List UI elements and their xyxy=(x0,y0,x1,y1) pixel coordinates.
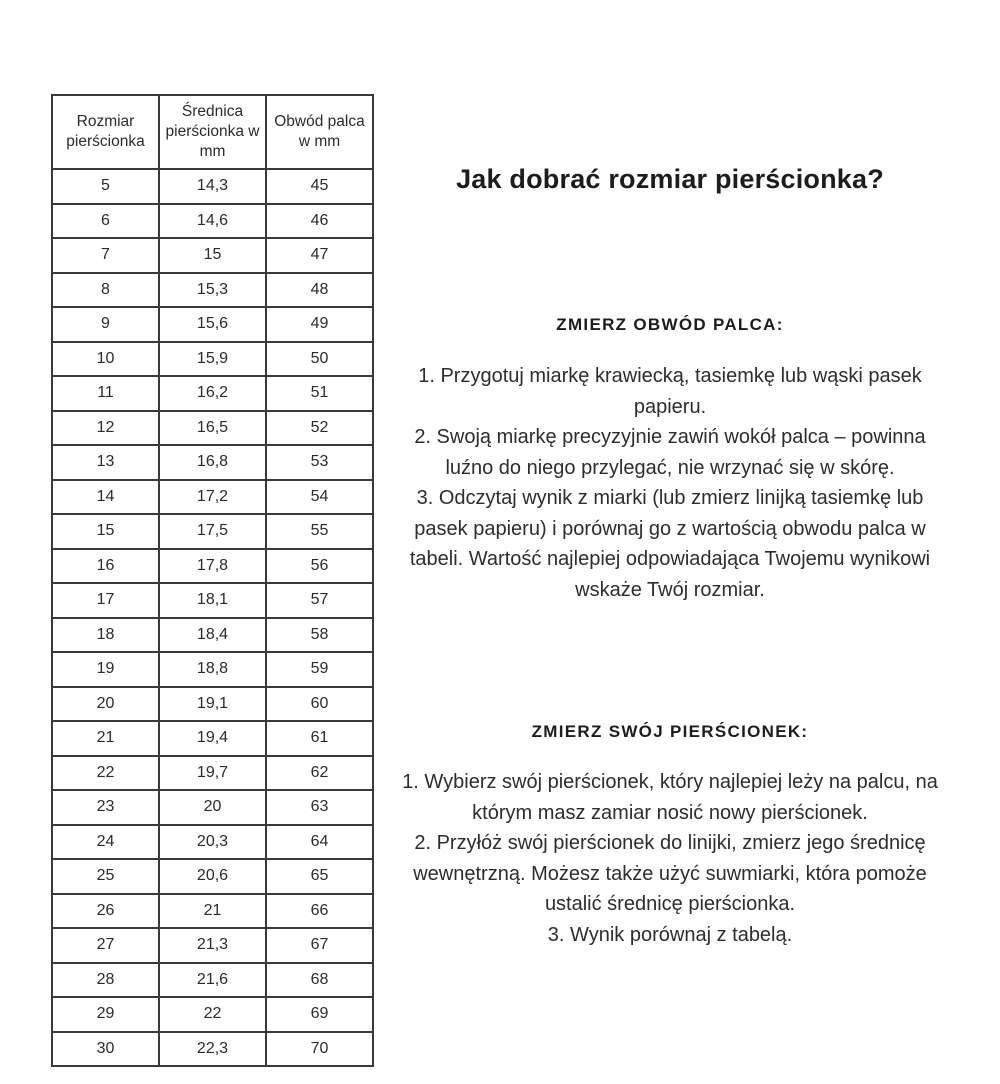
table-cell: 5 xyxy=(52,169,159,204)
table-cell: 23 xyxy=(52,790,159,825)
table-row xyxy=(52,618,373,653)
step-text: 1. Wybierz swój pierścionek, który najlepiej leży na palcu, na którym masz zamiar nosić nowy pierścionek. xyxy=(402,771,938,824)
table-cell: 54 xyxy=(266,480,373,515)
table-cell: 18,1 xyxy=(159,583,266,618)
table-cell: 61 xyxy=(266,721,373,756)
table-cell: 11 xyxy=(52,376,159,411)
table-cell: 52 xyxy=(266,411,373,446)
table-cell: 63 xyxy=(266,790,373,825)
table-cell: 70 xyxy=(266,1032,373,1067)
table-row xyxy=(52,342,373,377)
table-cell: 48 xyxy=(266,273,373,308)
table-cell: 46 xyxy=(266,204,373,239)
table-cell: 55 xyxy=(266,514,373,549)
section-heading: ZMIERZ OBWÓD PALCA: xyxy=(556,315,784,334)
table-cell: 66 xyxy=(266,894,373,929)
table-cell: 20,3 xyxy=(159,825,266,860)
table-cell: 15,6 xyxy=(159,307,266,342)
table-row xyxy=(52,273,373,308)
ring-size-table-header xyxy=(52,95,373,169)
table-column-header: Średnica pierścionka w mm xyxy=(159,95,266,169)
table-cell: 59 xyxy=(266,652,373,687)
table-cell: 14,3 xyxy=(159,169,266,204)
table-row xyxy=(52,963,373,998)
step-text: 3. Wynik porównaj z tabelą. xyxy=(547,923,793,946)
table-cell: 16,5 xyxy=(159,411,266,446)
table-cell: 21,6 xyxy=(159,963,266,998)
table-cell: 26 xyxy=(52,894,159,929)
table-cell: 49 xyxy=(266,307,373,342)
table-cell: 22 xyxy=(52,756,159,791)
section-steps xyxy=(393,361,947,605)
table-cell: 50 xyxy=(266,342,373,377)
table-cell: 20,6 xyxy=(159,859,266,894)
table-cell: 30 xyxy=(52,1032,159,1067)
step-text: 2. Przyłóż swój pierścionek do linijki, zmierz jego średnicę wewnętrzną. Możesz także użyć suwmiarki, która pomoże ustalić średnicę pierścionka. xyxy=(413,832,927,915)
table-row xyxy=(52,721,373,756)
page-title: Jak dobrać rozmiar pierścionka? xyxy=(456,164,884,194)
table-cell: 15,9 xyxy=(159,342,266,377)
ring-size-table xyxy=(51,94,374,1067)
table-cell: 69 xyxy=(266,997,373,1032)
table-cell: 27 xyxy=(52,928,159,963)
table-cell: 9 xyxy=(52,307,159,342)
table-cell: 19 xyxy=(52,652,159,687)
table-row xyxy=(52,169,373,204)
table-row xyxy=(52,307,373,342)
ring-size-table-body xyxy=(52,169,373,1066)
table-row xyxy=(52,1032,373,1067)
table-cell: 15 xyxy=(159,238,266,273)
table-cell: 20 xyxy=(52,687,159,722)
table-row xyxy=(52,480,373,515)
table-cell: 17,2 xyxy=(159,480,266,515)
table-header-row xyxy=(52,95,373,169)
table-row xyxy=(52,583,373,618)
table-cell: 18 xyxy=(52,618,159,653)
table-cell: 24 xyxy=(52,825,159,860)
table-cell: 18,8 xyxy=(159,652,266,687)
table-cell: 14,6 xyxy=(159,204,266,239)
step-text: 1. Przygotuj miarkę krawiecką, tasiemkę lub wąski pasek papieru. xyxy=(418,365,922,418)
table-cell: 18,4 xyxy=(159,618,266,653)
table-cell: 12 xyxy=(52,411,159,446)
table-column-header: Rozmiar pierścionka xyxy=(52,95,159,169)
table-cell: 47 xyxy=(266,238,373,273)
table-cell: 19,4 xyxy=(159,721,266,756)
table-row xyxy=(52,376,373,411)
table-cell: 25 xyxy=(52,859,159,894)
table-cell: 19,7 xyxy=(159,756,266,791)
table-cell: 7 xyxy=(52,238,159,273)
table-cell: 6 xyxy=(52,204,159,239)
table-row xyxy=(52,445,373,480)
table-row xyxy=(52,997,373,1032)
table-row xyxy=(52,687,373,722)
table-cell: 58 xyxy=(266,618,373,653)
table-cell: 16,8 xyxy=(159,445,266,480)
table-cell: 21 xyxy=(52,721,159,756)
table-cell: 8 xyxy=(52,273,159,308)
table-cell: 45 xyxy=(266,169,373,204)
table-cell: 60 xyxy=(266,687,373,722)
table-row xyxy=(52,859,373,894)
instructions-panel xyxy=(393,0,947,1084)
table-cell: 29 xyxy=(52,997,159,1032)
table-row xyxy=(52,928,373,963)
table-cell: 19,1 xyxy=(159,687,266,722)
table-cell: 67 xyxy=(266,928,373,963)
table-row xyxy=(52,204,373,239)
table-cell: 15 xyxy=(52,514,159,549)
table-cell: 13 xyxy=(52,445,159,480)
table-cell: 22 xyxy=(159,997,266,1032)
table-cell: 56 xyxy=(266,549,373,584)
table-cell: 64 xyxy=(266,825,373,860)
table-cell: 21,3 xyxy=(159,928,266,963)
step-text: 2. Swoją miarkę precyzyjnie zawiń wokół palca – powinna luźno do niego przylegać, nie wrzynać się w skórę. xyxy=(414,426,926,479)
table-cell: 20 xyxy=(159,790,266,825)
table-cell: 17,8 xyxy=(159,549,266,584)
table-cell: 57 xyxy=(266,583,373,618)
table-row xyxy=(52,652,373,687)
table-cell: 28 xyxy=(52,963,159,998)
table-cell: 21 xyxy=(159,894,266,929)
table-cell: 17 xyxy=(52,583,159,618)
table-cell: 68 xyxy=(266,963,373,998)
table-cell: 22,3 xyxy=(159,1032,266,1067)
table-row xyxy=(52,549,373,584)
table-row xyxy=(52,238,373,273)
table-cell: 51 xyxy=(266,376,373,411)
table-row xyxy=(52,894,373,929)
table-row xyxy=(52,756,373,791)
table-cell: 17,5 xyxy=(159,514,266,549)
table-row xyxy=(52,825,373,860)
table-row xyxy=(52,514,373,549)
step-text: 3. Odczytaj wynik z miarki (lub zmierz linijką tasiemkę lub pasek papieru) i porównaj go z wartością obwodu palca w tabeli. Wartość najlepiej odpowiadająca Twojemu wynikowi wskaże Twój rozmiar. xyxy=(409,487,931,601)
table-cell: 16 xyxy=(52,549,159,584)
section-heading: ZMIERZ SWÓJ PIERŚCIONEK: xyxy=(531,722,809,741)
table-cell: 65 xyxy=(266,859,373,894)
table-row xyxy=(52,411,373,446)
table-cell: 10 xyxy=(52,342,159,377)
table-cell: 14 xyxy=(52,480,159,515)
table-cell: 16,2 xyxy=(159,376,266,411)
section-steps xyxy=(393,767,947,950)
table-cell: 53 xyxy=(266,445,373,480)
table-cell: 15,3 xyxy=(159,273,266,308)
table-column-header: Obwód palca w mm xyxy=(266,95,373,169)
table-cell: 62 xyxy=(266,756,373,791)
table-row xyxy=(52,790,373,825)
